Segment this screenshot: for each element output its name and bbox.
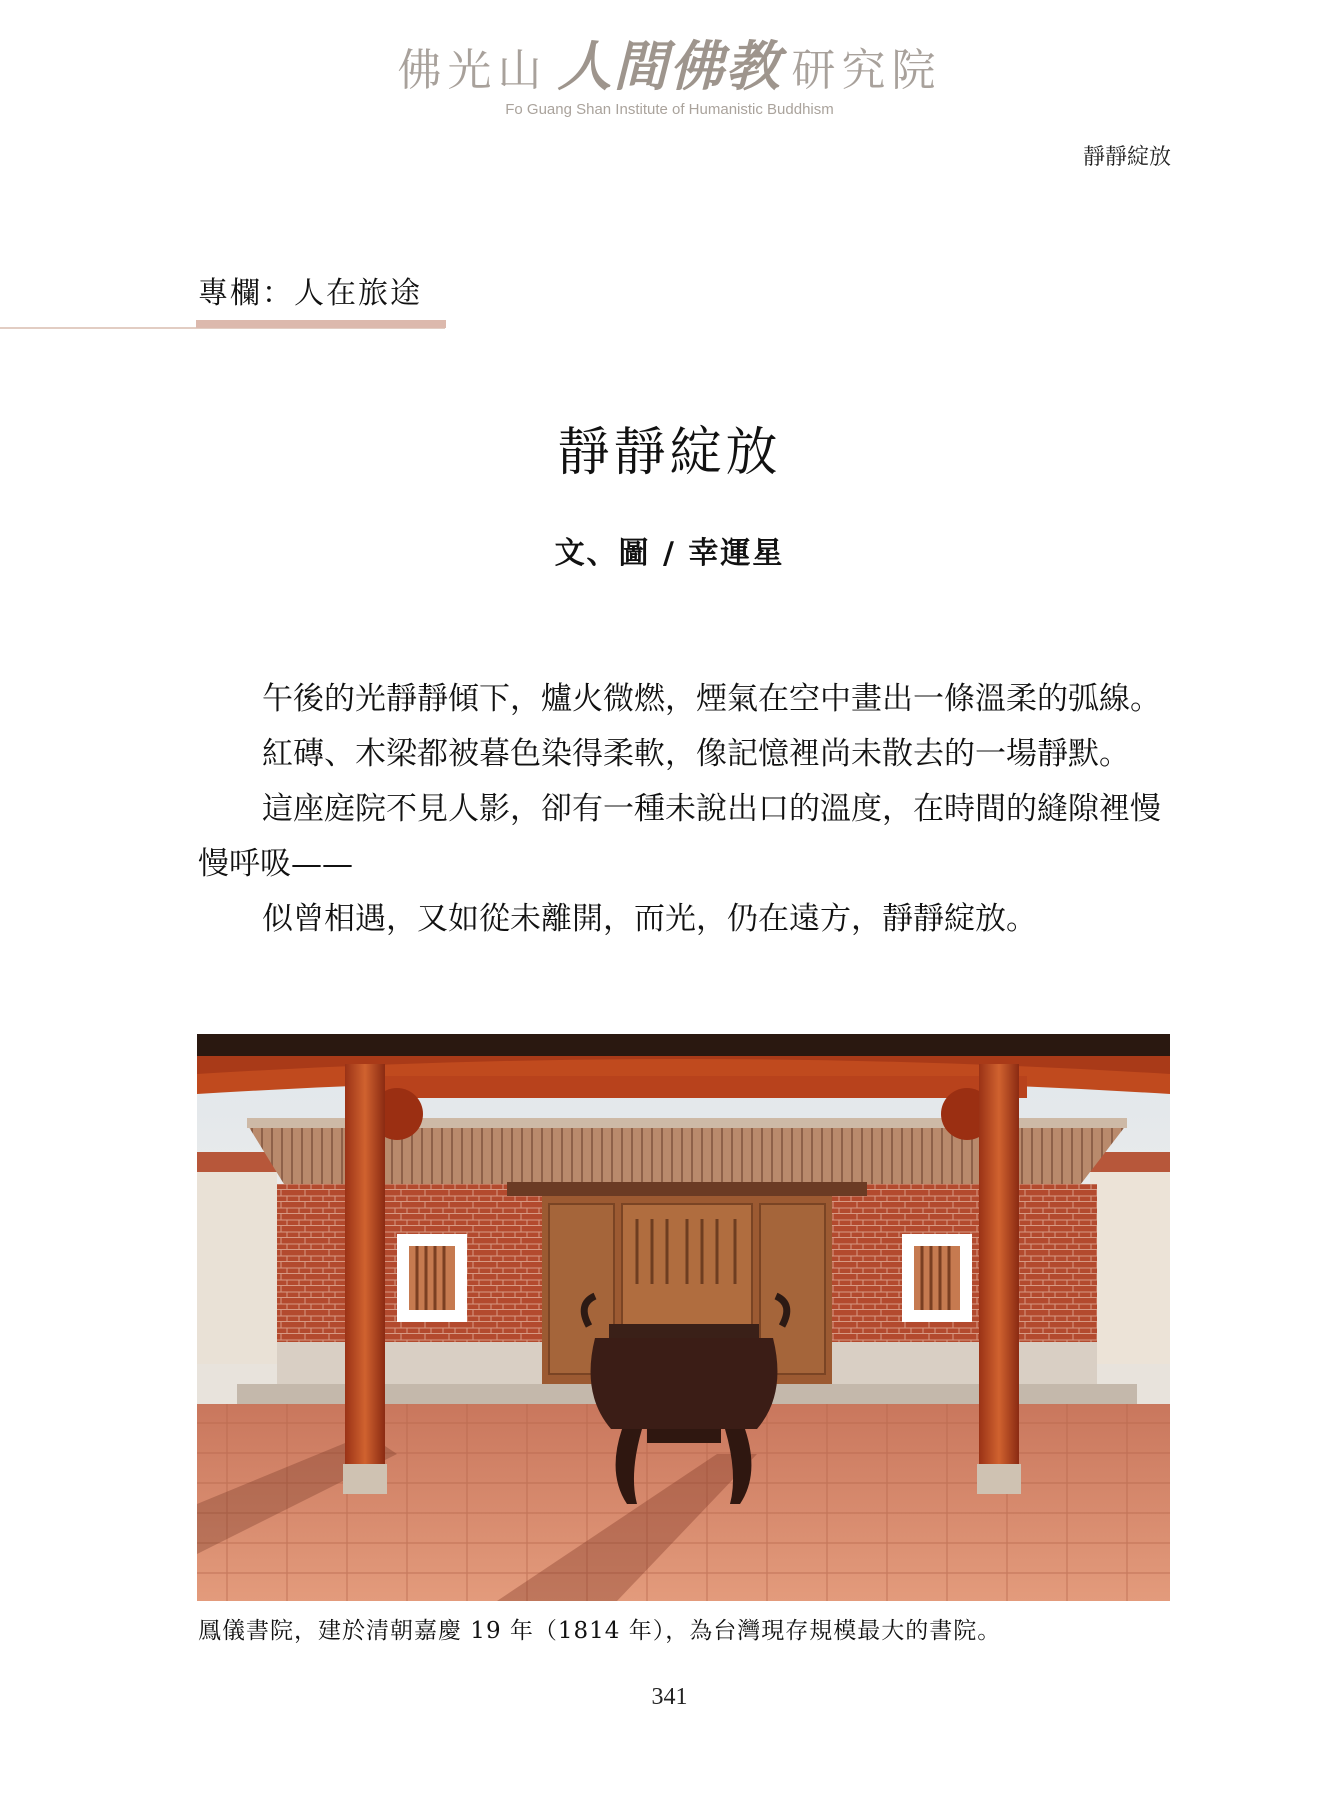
logo-wordmark: [0, 34, 1339, 99]
article-byline: 文、圖 / 幸運星: [554, 536, 785, 571]
running-head: 靜靜綻放: [1082, 145, 1171, 170]
column-label: 專欄：人在旅途: [198, 276, 422, 311]
courtyard-illustration: [197, 1034, 1170, 1601]
body-paragraph: 紅磚、木梁都被暮色染得柔軟，像記憶裡尚未散去的一場靜默。: [262, 736, 1130, 772]
institute-logo: [0, 34, 1339, 118]
logo-subtitle: Fo Guang Shan Institute of Humanistic Buddhism: [505, 101, 834, 118]
logo-right-text: 研究院: [791, 45, 942, 96]
logo-left-text: 佛光山: [397, 45, 548, 96]
page-number: 341: [651, 1684, 688, 1710]
article-body: [198, 672, 1170, 947]
column-rule-accent: [196, 320, 446, 328]
body-paragraph: 午後的光靜靜傾下，爐火微燃，煙氣在空中畫出一條溫柔的弧線。: [262, 681, 1161, 717]
photo-caption: 鳳儀書院，建於清朝嘉慶 19 年（1814 年），為台灣現存規模最大的書院。: [198, 1618, 1002, 1644]
body-paragraph: 這座庭院不見人影，卻有一種未說出口的溫度，在時間的縫隙裡慢慢呼吸——: [198, 791, 1161, 882]
courtyard-photo: [197, 1034, 1170, 1601]
article-title: 靜靜綻放: [557, 423, 782, 483]
logo-script-text: 人間佛教: [557, 34, 782, 98]
body-paragraph: 似曾相遇，又如從未離開，而光，仍在遠方，靜靜綻放。: [262, 901, 1037, 937]
